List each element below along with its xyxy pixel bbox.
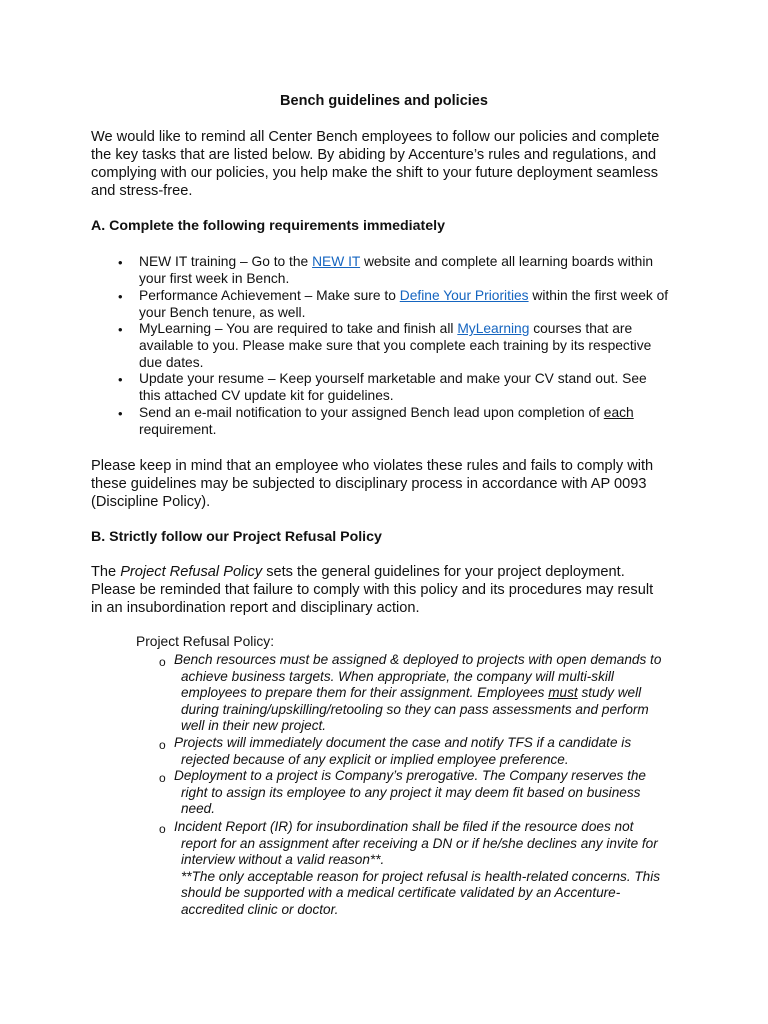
item-text: this attached CV update kit for guidelines. bbox=[139, 387, 394, 403]
bullet-marker: • bbox=[118, 255, 123, 270]
policy-line: Bench resources must be assigned & deployed to projects with open demands to bbox=[174, 652, 662, 667]
page-title: Bench guidelines and policies bbox=[280, 93, 488, 109]
item-text: courses that are bbox=[529, 321, 633, 336]
item-text: your Bench tenure, as well. bbox=[139, 304, 306, 320]
paragraph-line: these guidelines may be subjected to disciplinary process in accordance with AP 0093 bbox=[91, 476, 647, 492]
paragraph-text: The bbox=[91, 564, 121, 580]
item-text: available to you. Please make sure that you complete each training by its respective bbox=[139, 337, 652, 353]
policy-text: study well bbox=[577, 685, 642, 701]
policy-line: **The only acceptable reason for project refusal is health-related concerns. This bbox=[181, 868, 661, 884]
item-text: due dates. bbox=[139, 354, 204, 370]
mylearning-link[interactable]: MyLearning bbox=[457, 321, 530, 336]
policy-line: Incident Report (IR) for insubordination shall be filed if the resource does not bbox=[174, 819, 634, 834]
policy-item bbox=[174, 735, 674, 768]
sub-bullet-marker: o bbox=[159, 822, 166, 836]
paragraph-line: (Discipline Policy). bbox=[91, 494, 211, 510]
refusal-policy-paragraph bbox=[91, 563, 691, 617]
item-text: Update your resume – Keep yourself marketable and make your CV stand out. See bbox=[139, 371, 647, 386]
item-text: MyLearning – You are required to take and finish all bbox=[139, 321, 458, 336]
define-your-priorities-link[interactable]: Define Your Priorities bbox=[399, 288, 529, 303]
intro-line: complying with our policies, you help make the shift to your future deployment seamless bbox=[91, 165, 659, 181]
policy-line: rejected because of any explicit or implied employee preference. bbox=[181, 751, 569, 767]
bullet-marker: • bbox=[118, 406, 123, 421]
paragraph-line: in an insubordination report and disciplinary action. bbox=[91, 600, 420, 616]
policy-line: right to assign its employee to any project it may deem fit based on business bbox=[181, 784, 641, 800]
section-a-heading: A. Complete the following requirements immediately bbox=[91, 218, 445, 234]
policy-line: during training/upskilling/retooling so they can pass assessments and perform bbox=[181, 701, 649, 717]
item-text: website and complete all learning boards within bbox=[360, 254, 654, 269]
policy-line: Projects will immediately document the case and notify TFS if a candidate is bbox=[174, 735, 632, 750]
sub-bullet-marker: o bbox=[159, 655, 166, 669]
list-item bbox=[139, 371, 684, 405]
policy-item bbox=[174, 768, 674, 818]
intro-paragraph bbox=[91, 128, 691, 200]
policy-line: need. bbox=[181, 801, 216, 817]
list-item bbox=[139, 405, 684, 439]
paragraph-text: sets the general guidelines for your project deployment. bbox=[262, 564, 625, 580]
intro-line: and stress-free. bbox=[91, 183, 193, 199]
keep-in-mind-paragraph bbox=[91, 457, 691, 511]
bullet-marker: • bbox=[118, 322, 123, 337]
item-text: Send an e-mail notification to your assigned Bench lead upon completion of bbox=[139, 405, 604, 420]
intro-line: the key tasks that are listed below. By abiding by Accenture’s rules and regulations, and bbox=[91, 147, 657, 163]
policy-line: accredited clinic or doctor. bbox=[181, 901, 339, 917]
policy-line: report for an assignment after receiving a DN or if he/she declines any invite for bbox=[181, 835, 658, 851]
policy-line: Deployment to a project is Company’s prerogative. The Company reserves the bbox=[174, 768, 646, 783]
paragraph-line: Please keep in mind that an employee who violates these rules and fails to comply with bbox=[91, 458, 654, 474]
policy-line: interview without a valid reason**. bbox=[181, 852, 385, 868]
policy-item bbox=[174, 819, 674, 919]
bullet-marker: • bbox=[118, 372, 123, 387]
intro-line: We would like to remind all Center Bench employees to follow our policies and complete bbox=[91, 129, 660, 145]
item-text: NEW IT training – Go to the bbox=[139, 254, 313, 269]
item-text: your first week in Bench. bbox=[139, 270, 290, 286]
policy-line: should be supported with a medical certificate validated by an Accenture- bbox=[181, 885, 621, 901]
bullet-marker: • bbox=[118, 289, 123, 304]
sub-bullet-marker: o bbox=[159, 738, 166, 752]
policy-subtitle: Project Refusal Policy: bbox=[136, 634, 275, 649]
list-item bbox=[139, 321, 684, 371]
item-text: within the first week of bbox=[528, 288, 669, 303]
item-text: Performance Achievement – Make sure to bbox=[139, 288, 400, 303]
policy-underlined-text: must bbox=[548, 685, 578, 701]
item-text: requirement. bbox=[139, 421, 217, 437]
sub-bullet-marker: o bbox=[159, 771, 166, 785]
policy-text: employees to prepare them for their assignment. Employees bbox=[181, 685, 549, 701]
new-it-link[interactable]: NEW IT bbox=[312, 254, 361, 269]
policy-line: well in their new project. bbox=[181, 718, 327, 734]
list-item bbox=[139, 288, 684, 322]
policy-item bbox=[174, 652, 674, 735]
item-underlined-text: each bbox=[603, 405, 634, 420]
section-b-heading: B. Strictly follow our Project Refusal Policy bbox=[91, 529, 382, 545]
paragraph-line: Please be reminded that failure to comply with this policy and its procedures may result bbox=[91, 582, 654, 598]
list-item bbox=[139, 254, 684, 288]
policy-line: achieve business targets. When appropriate, the company will multi-skill bbox=[181, 668, 614, 684]
policy-name-italic: Project Refusal Policy bbox=[120, 564, 263, 580]
